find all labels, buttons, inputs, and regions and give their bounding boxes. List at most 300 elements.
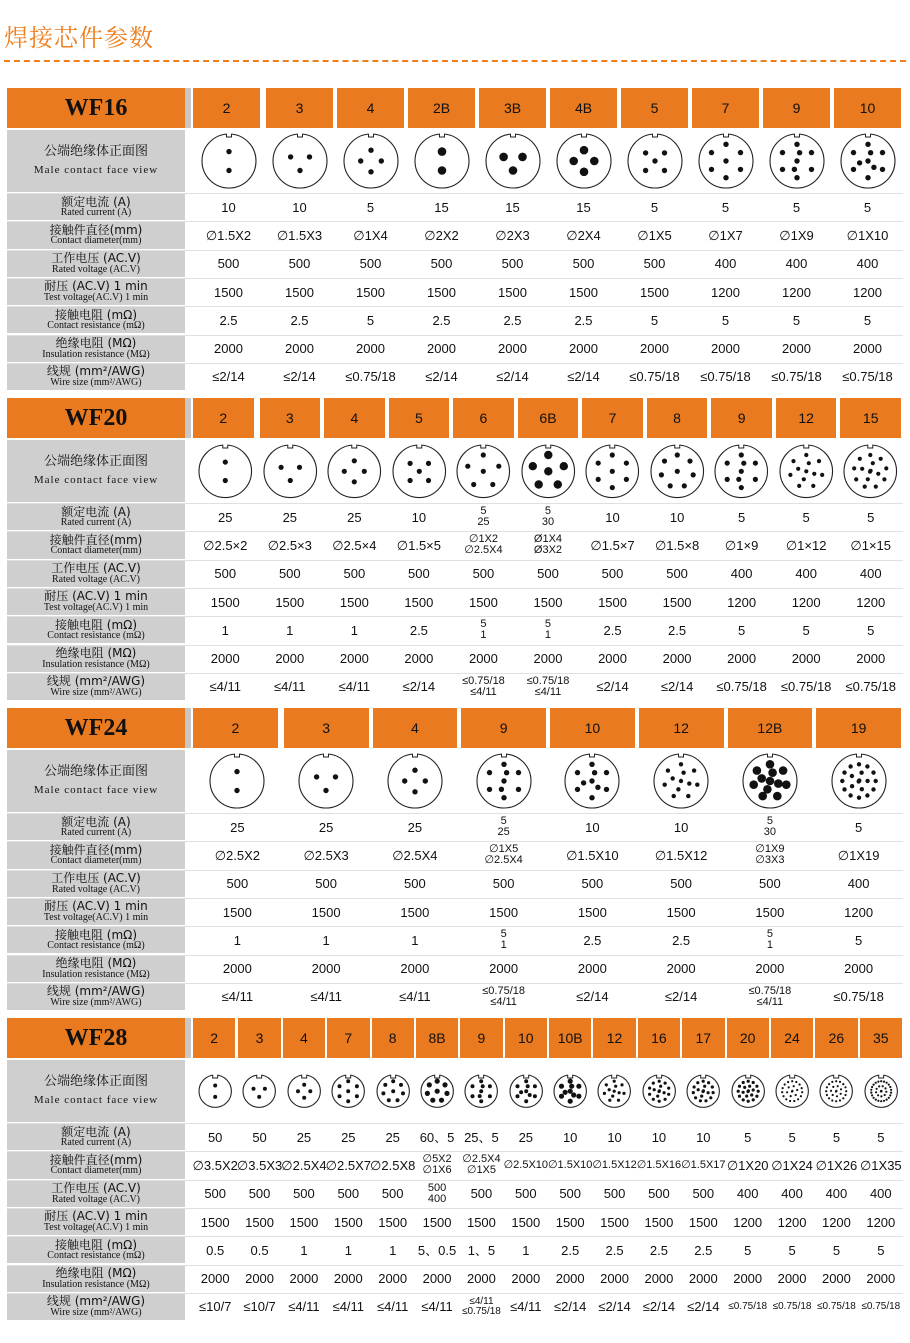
label-en: Contact diameter(mm) <box>50 1165 142 1177</box>
spec-value-line: 25 <box>477 516 490 529</box>
pin-count-header: 4 <box>337 88 404 128</box>
spec-value: 400 <box>856 256 879 272</box>
label-cn: 耐压 (AC.V) 1 min <box>44 279 148 294</box>
spec-value: ∅1.5X10 <box>547 1158 593 1171</box>
spec-value: 2.5 <box>561 1242 580 1258</box>
pin-count-header: 6B <box>518 398 579 438</box>
spec-value: 10 <box>673 819 689 835</box>
spec-value: ∅2.5×4 <box>332 537 377 553</box>
spec-value: ∅1X7 <box>708 227 743 243</box>
spec-value: ∅2.5X4 <box>392 847 438 863</box>
label-en: Male contact face view <box>33 164 159 177</box>
contact-face-diagram <box>819 1072 853 1110</box>
row-label <box>7 194 185 220</box>
label-en: Male contact face view <box>33 784 159 797</box>
spec-value: ∅2X2 <box>424 227 459 243</box>
pin-count-header: 3 <box>284 708 369 748</box>
spec-value: 2000 <box>666 961 696 977</box>
spec-value: 1500 <box>640 284 669 300</box>
spec-value-line: ≤0.75/18 <box>462 1305 501 1317</box>
spec-value: 10 <box>562 1129 578 1145</box>
spec-value: 2000 <box>733 1271 763 1287</box>
contact-face-diagram <box>485 131 541 191</box>
label-en: Rated current (A) <box>60 1137 132 1149</box>
spec-value: ≤2/14 <box>212 369 245 385</box>
spec-value: ≤4/11 <box>399 989 431 1005</box>
contact-face-diagram <box>327 442 382 501</box>
spec-value: 1500 <box>400 904 430 920</box>
spec-value: 2000 <box>333 1271 363 1287</box>
label-cn: 额定电流 (A) <box>61 814 131 829</box>
row-label <box>7 222 185 248</box>
spec-value: 1500 <box>200 1214 230 1230</box>
spec-value: 1500 <box>285 284 314 300</box>
spec-value: ≤0.75/18 <box>845 679 896 695</box>
row-label-face-view <box>7 1060 185 1122</box>
spec-value: 1500 <box>688 1214 718 1230</box>
spec-value: 500 <box>226 876 249 892</box>
label-cn: 工作电压 (AC.V) <box>51 251 141 266</box>
label-en: Rated voltage (AC.V) <box>51 573 141 585</box>
label-cn: 接触电阻 (mΩ) <box>54 1237 138 1252</box>
spec-value: ∅2X4 <box>566 227 601 243</box>
spec-value: ∅1X9 <box>779 227 814 243</box>
label-en: Rated current (A) <box>60 827 132 839</box>
pin-count-header: 7 <box>327 1018 369 1058</box>
spec-value: 1200 <box>791 594 821 610</box>
spec-value: 400 <box>714 256 737 272</box>
spec-value-line: Ø3X2 <box>533 544 563 557</box>
contact-face-diagram <box>742 751 798 811</box>
spec-value: 2.5 <box>672 932 691 948</box>
label-en: Contact resistance (mΩ) <box>47 320 145 332</box>
section-header <box>7 1018 903 1058</box>
pin-count-header: 9 <box>461 708 546 748</box>
model-name: WF28 <box>7 1018 185 1058</box>
label-cn: 接触电阻 (mΩ) <box>54 307 138 322</box>
spec-value-line: 5 <box>544 618 552 631</box>
spec-value <box>726 984 815 1010</box>
pin-count-header: 12 <box>593 1018 635 1058</box>
spec-value: 5 <box>802 622 810 638</box>
spec-value <box>516 532 581 558</box>
spec-value: ∅1X20 <box>726 1157 769 1173</box>
spec-value: ≤0.75/18 <box>780 679 832 695</box>
spec-value: 1500 <box>356 284 385 300</box>
spec-value-line: ∅1X9 <box>755 843 785 856</box>
row-label <box>7 617 185 643</box>
spec-value: ≤4/11 <box>209 679 241 695</box>
spec-value: 400 <box>859 566 882 582</box>
contact-face-diagram <box>242 1072 276 1110</box>
spec-value: ∅2.5×3 <box>267 537 312 553</box>
label-cn: 接触电阻 (mΩ) <box>54 927 138 942</box>
spec-value: ∅1.5×8 <box>654 537 700 553</box>
spec-value: 25 <box>347 509 362 525</box>
spec-value: 400 <box>847 876 870 892</box>
spec-value-line: 1 <box>480 629 487 642</box>
spec-value: 1500 <box>569 284 598 300</box>
spec-value: ∅1.5X3 <box>276 227 323 243</box>
spec-value-line: 5 <box>766 928 773 941</box>
spec-value <box>726 814 815 840</box>
spec-value-line: 5 <box>480 505 487 518</box>
pin-count-header: 2 <box>193 398 254 438</box>
spec-value-line: ≤0.75/18 <box>748 984 792 997</box>
contact-face-diagram <box>831 751 887 811</box>
spec-value: ≤2/14 <box>425 369 458 385</box>
spec-value: 1200 <box>727 594 757 610</box>
spec-value: ∅1.5X16 <box>636 1158 682 1171</box>
spec-value <box>516 617 581 643</box>
spec-value-line: 5 <box>500 928 507 941</box>
label-en: Contact resistance (mΩ) <box>47 630 145 642</box>
spec-value: 5 <box>366 312 375 328</box>
spec-value: 5 <box>650 199 659 215</box>
model-name: WF16 <box>7 88 185 128</box>
spec-value: 1500 <box>311 904 341 920</box>
spec-value: ∅1X4 <box>353 227 388 243</box>
spec-value: 2000 <box>200 1271 230 1287</box>
spec-value: 2.5 <box>503 312 522 328</box>
contact-face-diagram <box>840 131 896 191</box>
contact-face-diagram <box>650 442 705 501</box>
pin-count-header: 17 <box>682 1018 724 1058</box>
spec-value: 1500 <box>755 904 785 920</box>
spec-value: 2000 <box>404 651 434 667</box>
spec-value: 1500 <box>533 594 563 610</box>
label-en: Rated voltage (AC.V) <box>51 1193 141 1205</box>
spec-value: 1200 <box>777 1214 807 1230</box>
spec-value: ∅1.5X12 <box>592 1158 637 1171</box>
spec-value <box>451 674 516 700</box>
spec-value: 2000 <box>569 341 598 357</box>
spec-value: 0.5 <box>206 1242 225 1258</box>
spec-value: ≤0.75/18 <box>716 679 767 695</box>
spec-value: 5 <box>650 312 659 328</box>
spec-value: 2.5 <box>432 312 451 328</box>
spec-value: 5 <box>792 312 801 328</box>
model-shadow <box>185 88 191 128</box>
pin-count-header: 10 <box>505 1018 547 1058</box>
spec-value: 10 <box>651 1129 667 1145</box>
spec-value: 5 <box>802 509 810 525</box>
row-label <box>7 364 185 390</box>
spec-value: 25 <box>518 1129 534 1145</box>
pin-count-header: 5 <box>389 398 450 438</box>
pin-count-header: 7 <box>582 398 643 438</box>
contact-face-diagram <box>343 131 399 191</box>
row-label <box>7 1237 185 1263</box>
label-cn: 公端绝缘体正面图 <box>43 454 148 470</box>
label-cn: 接触件直径(mm) <box>49 842 143 857</box>
contact-face-diagram <box>198 1072 232 1110</box>
spec-value: 500 <box>214 566 237 582</box>
spec-value: ≤4/11 <box>376 1299 409 1315</box>
label-en: Male contact face view <box>33 1094 159 1107</box>
spec-value: 1500 <box>644 1214 674 1230</box>
spec-value: 2000 <box>245 1271 275 1287</box>
spec-value: ∅2.5X2 <box>214 847 261 863</box>
spec-value: 1500 <box>555 1214 585 1230</box>
row-label <box>7 1181 185 1207</box>
spec-value: 2000 <box>644 1271 674 1287</box>
spec-value: 25 <box>341 1129 356 1145</box>
spec-value-line: ∅2.5X4 <box>462 1153 501 1166</box>
spec-value: ∅1X10 <box>846 227 889 243</box>
contact-face-diagram <box>775 1072 809 1110</box>
spec-value <box>459 927 548 953</box>
row-label <box>7 1124 185 1150</box>
row-label <box>7 251 185 277</box>
spec-value: 2000 <box>285 341 314 357</box>
spec-value: 2000 <box>711 341 740 357</box>
contact-face-diagram <box>392 442 447 501</box>
pin-count-header: 8 <box>372 1018 414 1058</box>
spec-value: 500 <box>601 566 624 582</box>
contact-face-diagram <box>769 131 825 191</box>
spec-value-line: ≤0.75/18 <box>526 674 570 687</box>
spec-value: 500 <box>603 1186 626 1202</box>
spec-value: ≤10/7 <box>243 1299 276 1315</box>
spec-value <box>415 1181 459 1207</box>
spec-value: 2000 <box>856 651 886 667</box>
spec-value: 500 <box>670 876 692 892</box>
spec-value: 5 <box>788 1129 796 1145</box>
spec-value: 5 <box>721 312 730 328</box>
spec-value: 1 <box>221 622 229 638</box>
contact-face-diagram <box>585 442 640 501</box>
spec-value: ∅3.5X3 <box>236 1157 283 1173</box>
spec-value: 500 <box>315 876 337 892</box>
pin-count-header: 2B <box>408 88 475 128</box>
spec-value: ∅1.5X17 <box>681 1158 726 1171</box>
row-label-face-view <box>7 440 185 502</box>
spec-value: 2.5 <box>409 622 428 638</box>
spec-value-line: ≤4/11 <box>756 995 784 1008</box>
spec-value: 1500 <box>214 284 243 300</box>
spec-value: 500 <box>204 1186 227 1202</box>
spec-value: ∅1X19 <box>837 847 880 863</box>
label-en: Contact diameter(mm) <box>50 235 142 247</box>
label-cn: 工作电压 (AC.V) <box>51 1181 141 1196</box>
spec-value: 5 <box>832 1242 841 1258</box>
contact-face-diagram <box>201 131 257 191</box>
spec-value-line: ≤4/11 <box>490 995 517 1008</box>
label-en: Insulation resistance (MΩ) <box>42 1278 150 1290</box>
spec-value: 1、5 <box>467 1242 496 1258</box>
spec-value: 25、5 <box>464 1129 499 1145</box>
model-shadow <box>185 708 191 748</box>
spec-value <box>451 504 516 530</box>
spec-value: ≤4/11 <box>510 1299 542 1315</box>
spec-value: 60、5 <box>419 1129 455 1145</box>
pin-count-header: 10B <box>549 1018 591 1058</box>
pin-count-header: 4 <box>283 1018 325 1058</box>
spec-value: ≤4/11 <box>221 989 254 1005</box>
spec-value: 2000 <box>866 1271 896 1287</box>
label-en: Wire size (mm²/AWG) <box>50 1306 142 1318</box>
spec-value: 5 <box>744 1242 752 1258</box>
spec-value: ∅1X5 <box>637 227 672 243</box>
spec-value: 400 <box>825 1186 848 1202</box>
contact-face-diagram <box>686 1072 720 1110</box>
spec-value: 2000 <box>498 341 527 357</box>
spec-value: ∅1×12 <box>785 537 827 553</box>
spec-value: 5 <box>867 509 875 525</box>
contact-face-diagram <box>553 1072 587 1110</box>
spec-value: 10 <box>221 199 236 215</box>
spec-value: 2.5 <box>649 1242 668 1258</box>
spec-value: ≤4/11 <box>338 679 371 695</box>
pin-count-header: 35 <box>860 1018 902 1058</box>
spec-value: 2000 <box>210 651 240 667</box>
model-name: WF24 <box>7 708 185 748</box>
row-label <box>7 814 185 840</box>
spec-value: 2.5 <box>605 1242 624 1258</box>
label-cn: 工作电压 (AC.V) <box>51 561 141 576</box>
spec-value: 2000 <box>422 1271 452 1287</box>
spec-value: 1500 <box>600 1214 630 1230</box>
spec-value: 500 <box>514 1186 537 1202</box>
pin-count-header: 3B <box>479 88 546 128</box>
spec-value-line: ≤0.75/18 <box>482 984 525 997</box>
spec-value: 1500 <box>422 1214 452 1230</box>
spec-value: 500 <box>217 256 240 272</box>
page-title: 焊接芯件参数 <box>4 24 154 52</box>
label-en: Rated voltage (AC.V) <box>51 883 141 895</box>
spec-value: 1500 <box>210 594 240 610</box>
spec-value <box>459 1294 503 1320</box>
row-label <box>7 956 185 982</box>
spec-value: 1500 <box>245 1214 275 1230</box>
spec-value: ∅2X3 <box>495 227 530 243</box>
label-cn: 公端绝缘体正面图 <box>43 144 148 160</box>
spec-value: 400 <box>736 1186 759 1202</box>
spec-value: 500 <box>408 566 430 582</box>
spec-value: ≤2/14 <box>642 1299 676 1315</box>
pin-count-header: 3 <box>266 88 333 128</box>
spec-value <box>726 927 815 953</box>
row-label <box>7 871 185 897</box>
pin-count-header: 26 <box>815 1018 857 1058</box>
label-en: Insulation resistance (MΩ) <box>42 968 150 980</box>
row-label <box>7 1152 185 1178</box>
spec-value: 2000 <box>275 651 305 667</box>
spec-value: 2.5 <box>694 1242 713 1258</box>
spec-value: ≤2/14 <box>664 989 698 1005</box>
spec-value: 2000 <box>311 961 341 977</box>
spec-value: 1200 <box>856 594 886 610</box>
pin-count-header: 5 <box>621 88 688 128</box>
spec-value: 10 <box>411 509 427 525</box>
pin-count-header: 9 <box>763 88 830 128</box>
pin-count-header: 6 <box>453 398 514 438</box>
spec-value: 2000 <box>662 651 692 667</box>
spec-value-line: 5 <box>480 618 487 631</box>
spec-value: 1500 <box>289 1214 319 1230</box>
label-en: Contact diameter(mm) <box>50 855 142 867</box>
spec-value: ∅2.5X4 <box>281 1157 327 1173</box>
spec-value: 50 <box>252 1129 267 1145</box>
spec-value <box>459 984 548 1010</box>
spec-value: 0.5 <box>250 1242 269 1258</box>
spec-value: ∅1×9 <box>724 537 759 553</box>
spec-value: 1 <box>350 622 358 638</box>
spec-value: 2000 <box>640 341 669 357</box>
spec-value-line: ∅1X5 <box>466 1164 497 1177</box>
spec-value: ≤2/14 <box>402 679 436 695</box>
spec-value-line: Ø1X4 <box>533 533 563 546</box>
row-label <box>7 1209 185 1235</box>
spec-value: 400 <box>785 256 808 272</box>
spec-value-line: 5 <box>766 815 773 828</box>
spec-value-line: ∅2.5X4 <box>464 544 503 557</box>
spec-value: 2000 <box>727 651 757 667</box>
row-label <box>7 984 185 1010</box>
spec-value-line: 30 <box>541 516 555 529</box>
row-label <box>7 1294 185 1320</box>
spec-value: 500 <box>248 1186 271 1202</box>
spec-value: ≤0.75/18 <box>700 369 751 385</box>
contact-face-diagram <box>387 751 443 811</box>
row-label <box>7 504 185 530</box>
spec-value: ≤2/14 <box>687 1299 720 1315</box>
spec-value: 1 <box>389 1242 397 1258</box>
label-en: Wire size (mm²/AWG) <box>50 996 142 1008</box>
spec-value: 5 <box>721 199 730 215</box>
row-label <box>7 927 185 953</box>
spec-value: 1500 <box>339 594 369 610</box>
spec-value: ≤4/11 <box>332 1299 365 1315</box>
row-label <box>7 561 185 587</box>
pin-count-header: 2 <box>193 1018 235 1058</box>
spec-value: 25 <box>385 1129 400 1145</box>
label-en: Wire size (mm²/AWG) <box>50 686 142 698</box>
model-name: WF20 <box>7 398 185 438</box>
spec-value-line: ∅2.5X4 <box>484 854 523 867</box>
contact-face-diagram <box>714 442 769 501</box>
spec-value: 500 <box>643 256 666 272</box>
spec-value: 500 <box>572 256 595 272</box>
spec-value <box>516 674 581 700</box>
spec-value: 5 <box>792 199 801 215</box>
spec-value: 10 <box>607 1129 622 1145</box>
spec-value: 15 <box>434 199 449 215</box>
contact-face-diagram <box>627 131 683 191</box>
spec-value: 15 <box>576 199 591 215</box>
section-header <box>7 708 903 748</box>
contact-face-diagram <box>521 442 576 501</box>
spec-value: ≤4/11 <box>274 679 306 695</box>
spec-value: 2000 <box>489 961 519 977</box>
spec-value: ∅1.5×5 <box>396 537 441 553</box>
spec-value: 2.5 <box>668 622 687 638</box>
contact-face-diagram <box>476 751 532 811</box>
spec-value: ∅1X26 <box>815 1157 858 1173</box>
pin-count-header: 4B <box>550 88 617 128</box>
spec-value: 10 <box>696 1129 711 1145</box>
label-en: Rated voltage (AC.V) <box>51 263 141 275</box>
row-label-face-view <box>7 750 185 812</box>
spec-value: 1500 <box>427 284 456 300</box>
spec-value: 1 <box>522 1242 530 1258</box>
spec-value: 2000 <box>356 341 385 357</box>
pin-count-header: 3 <box>238 1018 280 1058</box>
contact-face-diagram <box>564 751 620 811</box>
title-divider <box>4 60 906 62</box>
spec-value-line: ≤4/11 <box>469 1295 494 1307</box>
